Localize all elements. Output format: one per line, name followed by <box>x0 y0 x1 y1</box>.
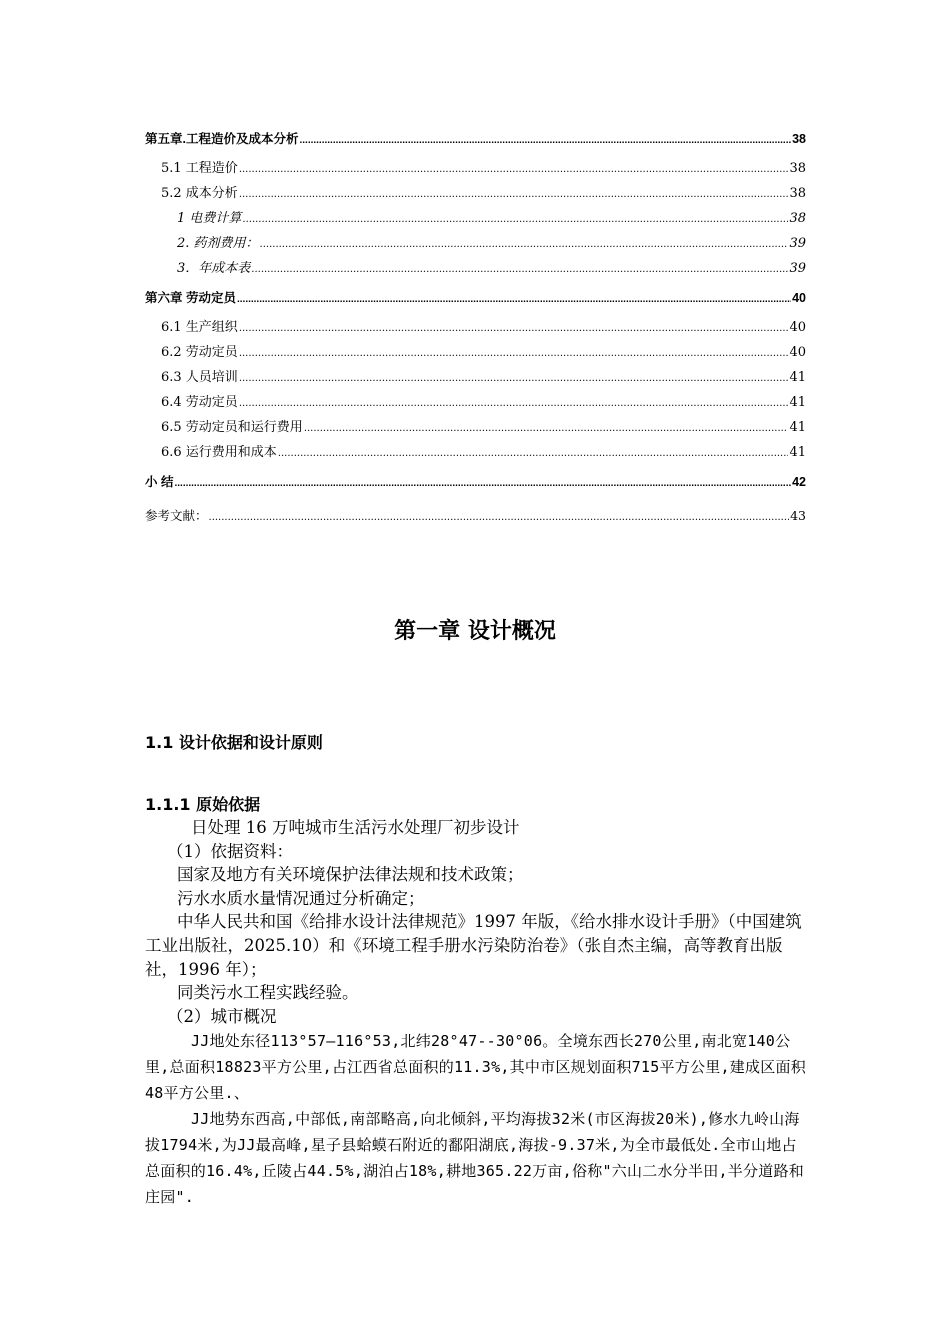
toc-entry[interactable] <box>145 365 806 390</box>
toc-entry-label: 2. 药剂费用： <box>177 236 259 251</box>
toc-entry-label: 6.2 劳动定员 <box>161 345 238 360</box>
toc-entry[interactable] <box>145 122 806 156</box>
toc-entry-label: 5.2 成本分析 <box>161 186 238 201</box>
paragraph: 日处理 16 万吨城市生活污水处理厂初步设计 <box>191 818 520 837</box>
toc-entry-page: 38 <box>789 211 806 226</box>
toc-entry-page: 40 <box>789 345 806 360</box>
toc-entry[interactable] <box>145 499 806 533</box>
toc-entry[interactable] <box>145 440 806 465</box>
toc-leader <box>239 340 789 366</box>
toc-entry-label: 参考文献： <box>145 508 208 523</box>
toc-entry-label: 1 电费计算 <box>177 211 242 226</box>
toc-leader <box>239 390 789 416</box>
toc-entry-page: 42 <box>792 475 806 489</box>
toc-entry[interactable] <box>145 315 806 340</box>
toc-entry[interactable] <box>145 390 806 415</box>
toc-entry-label: 3．年成本表 <box>177 261 251 276</box>
paragraph: 同类污水工程实践经验。 <box>177 983 359 1003</box>
toc-leader <box>239 365 789 391</box>
toc-leader <box>239 181 789 207</box>
toc-entry-label: 6.6 运行费用和成本 <box>161 445 277 460</box>
toc-leader <box>299 122 791 158</box>
toc-leader <box>209 499 790 535</box>
toc-entry-page: 41 <box>789 420 806 435</box>
toc-entry-label: 6.4 劳动定员 <box>161 395 238 410</box>
toc-entry-label: 6.1 生产组织 <box>161 320 238 335</box>
toc-leader <box>304 415 789 441</box>
toc-entry-label: 5.1 工程造价 <box>161 161 238 176</box>
toc-entry-page: 40 <box>789 320 806 335</box>
toc-entry[interactable] <box>145 415 806 440</box>
toc-entry-page: 43 <box>790 508 806 523</box>
toc-entry-page: 39 <box>789 261 806 276</box>
toc-leader <box>239 156 789 182</box>
paragraph: （2）城市概况 <box>167 1006 277 1026</box>
toc-entry-label: 小 结 <box>145 475 174 489</box>
toc-entry[interactable] <box>145 465 806 499</box>
toc-entry-page: 38 <box>789 186 806 201</box>
subsection-heading: 1.1.1 原始依据 <box>145 795 261 814</box>
toc-leader <box>278 440 789 466</box>
toc-entry[interactable] <box>145 206 806 231</box>
toc-entry-page: 41 <box>789 395 806 410</box>
paragraph: 污水水质水量情况通过分析确定； <box>177 888 425 908</box>
toc-entry-label: 第五章.工程造价及成本分析 <box>145 132 299 146</box>
section-heading: 1.1 设计依据和设计原则 <box>145 733 323 752</box>
paragraph: JJ地势东西高,中部低,南部略高,向北倾斜,平均海拔32米(市区海拔20米),修水九岭山海拔1794米,为JJ最高峰,星子县蛤蟆石附近的鄱阳湖底,海拔-9.37米,为全市最低处.全市山地占总面积的16.4%,丘陵占44.5%,湖泊占18%,耕地365.22万亩,俗称"六山二水分半田,半分道路和庄园". <box>145 1110 805 1207</box>
paragraph: （1）依据资料： <box>167 841 293 861</box>
chapter-title: 第一章 设计概况 <box>394 619 556 644</box>
toc-entry-label: 第六章 劳动定员 <box>145 291 236 305</box>
toc-entry[interactable] <box>145 340 806 365</box>
toc-leader <box>242 206 788 232</box>
toc-entry-label: 6.3 人员培训 <box>161 370 238 385</box>
toc-entry[interactable] <box>145 231 806 256</box>
toc-entry[interactable] <box>145 181 806 206</box>
toc-entry-page: 38 <box>789 161 806 176</box>
paragraph: 国家及地方有关环境保护法律法规和技术政策； <box>177 865 524 885</box>
toc-entry-page: 41 <box>789 370 806 385</box>
toc-leader <box>251 256 788 282</box>
toc-entry-page: 41 <box>789 445 806 460</box>
toc-entry[interactable] <box>145 281 806 315</box>
paragraph: 中华人民共和国《给排水设计法律规范》1997 年版，《给水排水设计手册》（中国建筑工业出版社，2025.10）和《环境工程手册水污染防治卷》（张自杰主编，高等教育出版社，1996 年）； <box>145 912 802 979</box>
toc-entry-page: 38 <box>792 132 806 146</box>
toc-entry-label: 6.5 劳动定员和运行费用 <box>161 420 303 435</box>
toc-leader <box>239 315 789 341</box>
toc-entry[interactable] <box>145 256 806 281</box>
toc-entry-page: 40 <box>792 291 806 305</box>
toc-entry[interactable] <box>145 156 806 181</box>
toc-leader <box>260 231 789 257</box>
body-text <box>145 816 807 1210</box>
toc-entry-page: 39 <box>789 236 806 251</box>
paragraph: JJ地处东径113°57—116°53,北纬28°47--30°06。全境东西长270公里,南北宽140公里,总面积18823平方公里,占江西省总面积的11.3%,其中市区规划面积715平方公里,建成区面积48平方公里.、 <box>145 1032 807 1103</box>
toc-leader <box>174 465 791 501</box>
table-of-contents <box>145 122 806 533</box>
toc-leader <box>237 281 791 317</box>
